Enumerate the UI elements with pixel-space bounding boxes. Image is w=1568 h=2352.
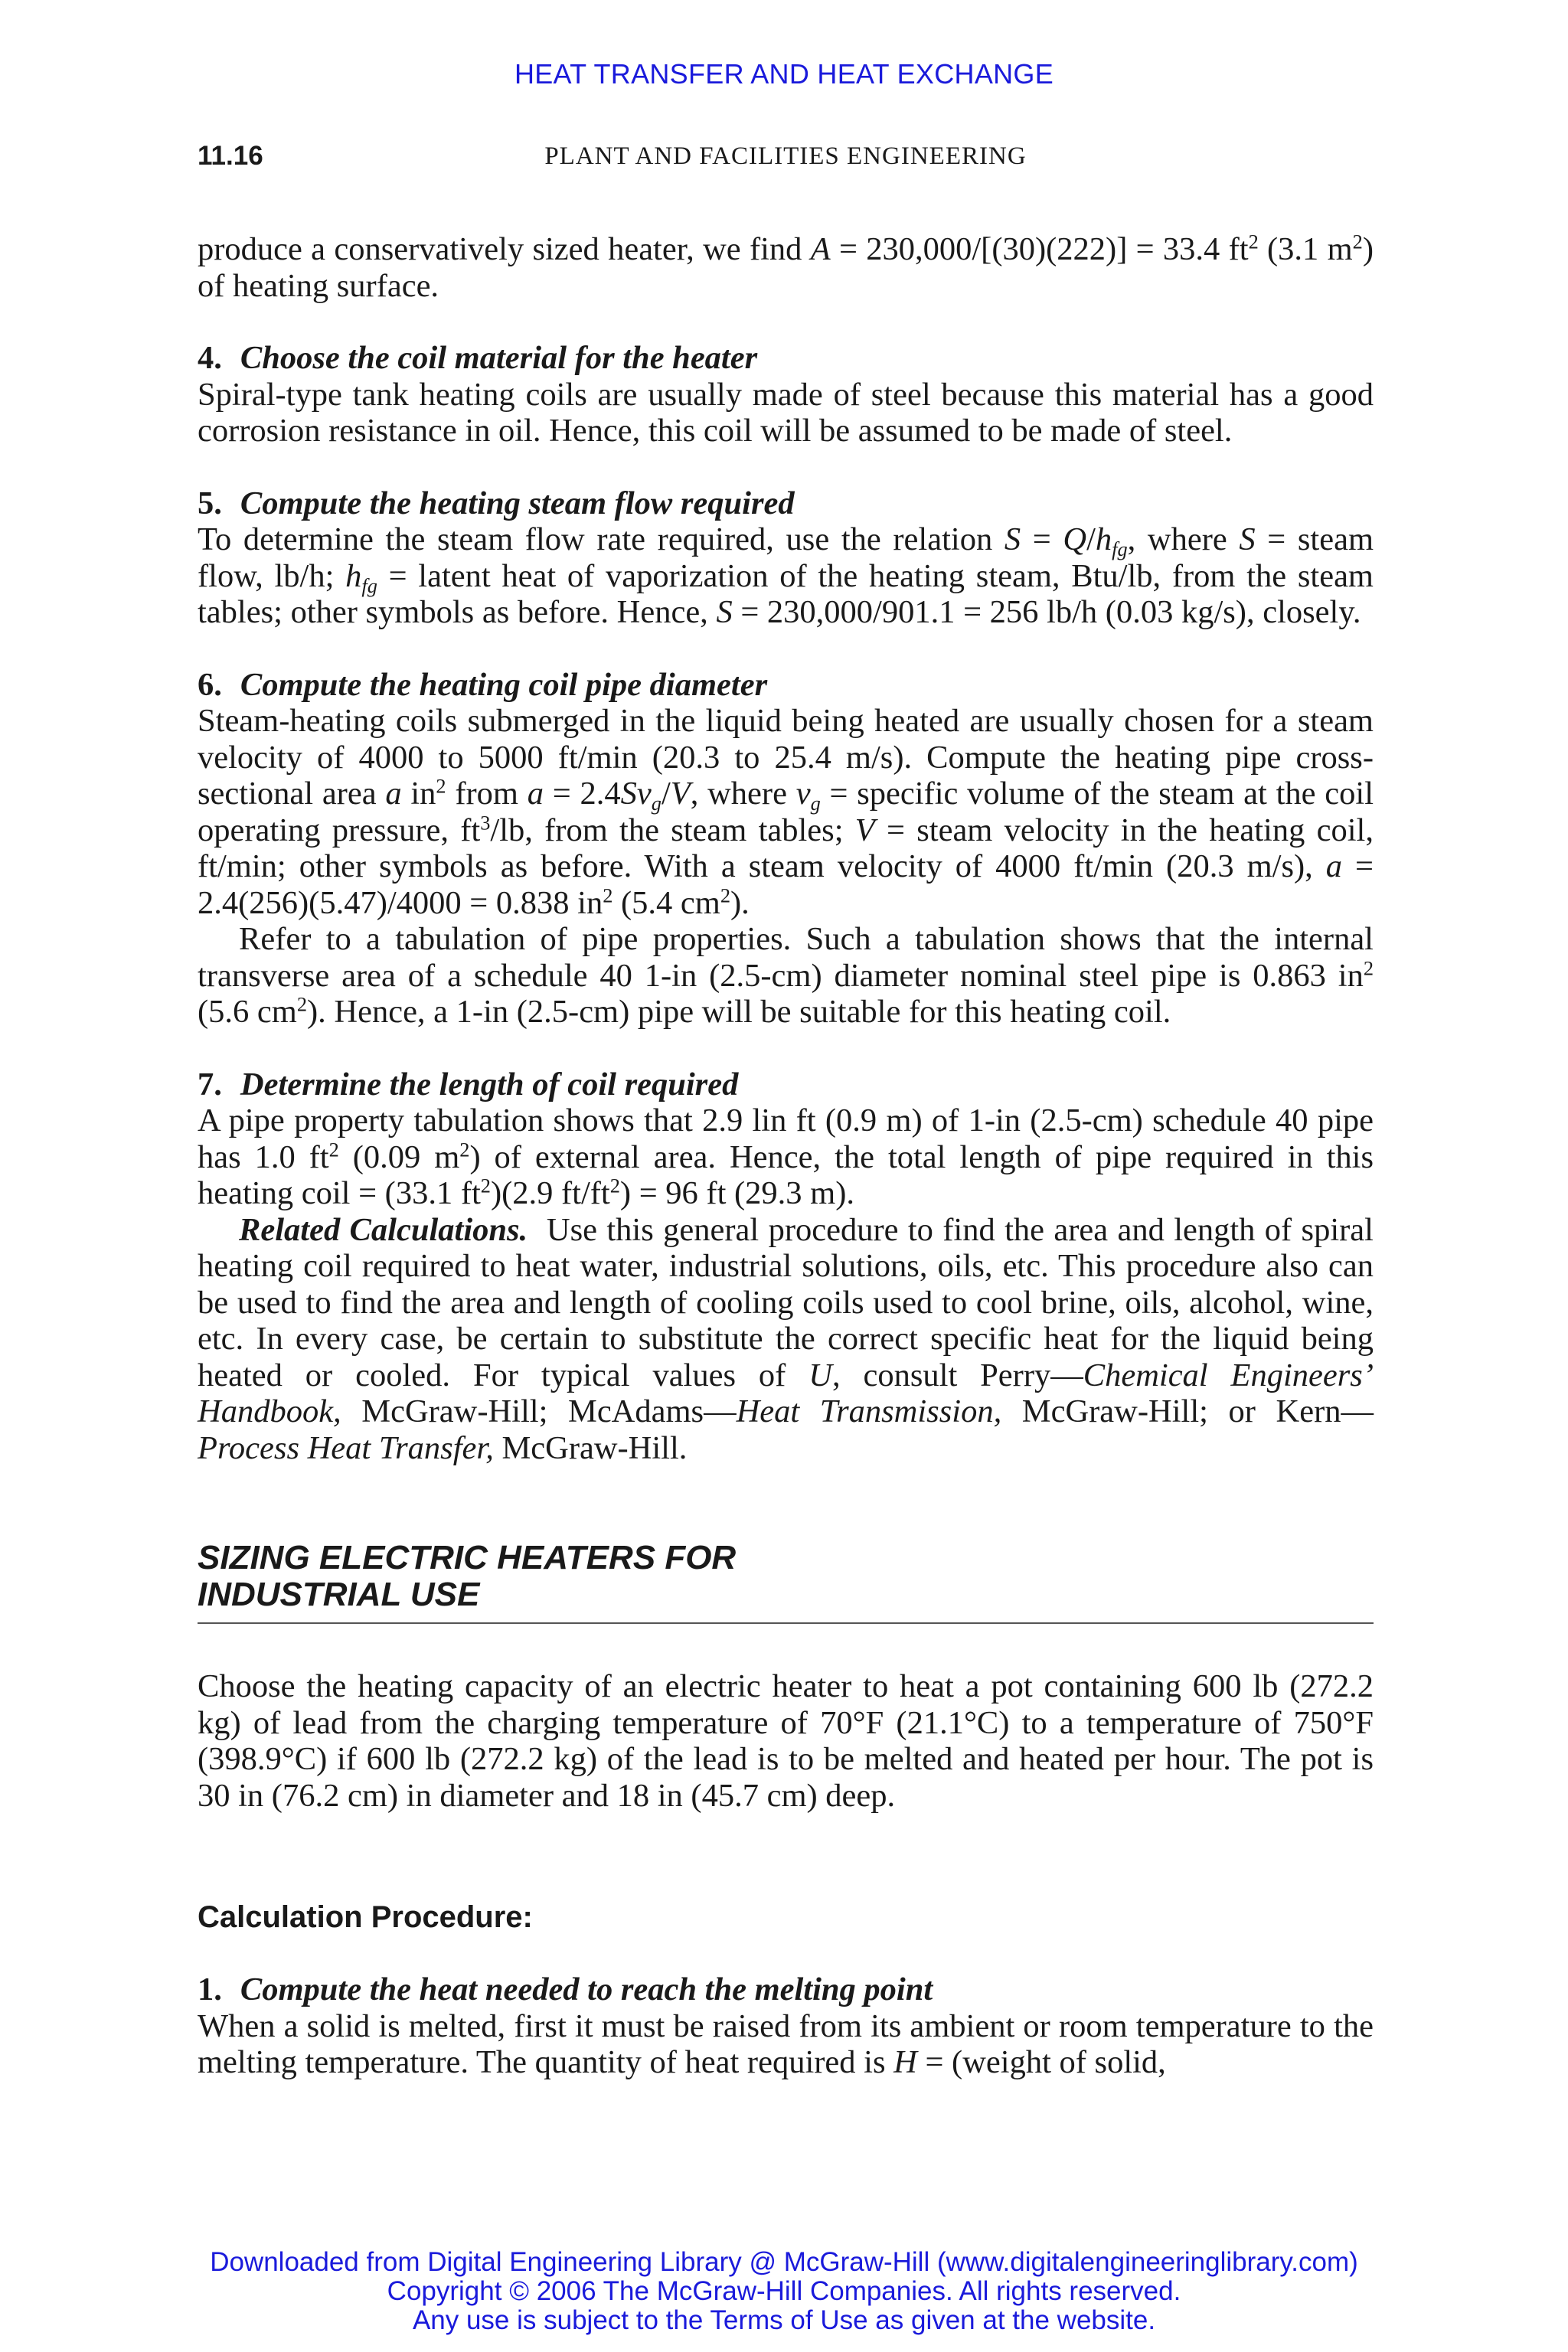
step-6-body-2: Refer to a tabulation of pipe properties. Such a tabulation shows that the internal transverse area of a schedule 40 1-in (2.5-cm) diameter nominal steel pipe is 0.863 $in^2$ (5.6 $cm^2$). Hence, a 1-in (2.5-cm) pipe will be suitable for this heating coil. <box>198 921 1374 1030</box>
step-7-body: A pipe property tabulation shows that 2.9 lin ft (0.9 m) of 1-in (2.5-cm) schedule 40 pipe has 1.0 $ft^2$ (0.09 $m^2$) of external area. Hence, the total length of pipe required in this heating coil = (33.1 $ft^2)(2.9$ $ft/ft^2) = 96$ ft (29.3 m). <box>198 1102 1374 1211</box>
footer-terms-line[interactable]: Any use is subject to the Terms of Use as given at the website. <box>412 2305 1156 2335</box>
intro-paragraph: produce a conservatively sized heater, we find A = 230,000/[(30)(222)] = 33.4 $ft^2$ (3.1 $m^2$) of heating surface. <box>198 230 1374 304</box>
step-5-body: To determine the steam flow rate required, use the relation $S = Q/h_{fg}$, where S = steam flow, lb/h; $h_{fg}$ = latent heat of vaporization of the heating steam, Btu/lb, from the steam tables; other symbols as before. Hence, S = 230,000/901.1 = 256 lb/h (0.03 kg/s), closely. <box>198 521 1374 630</box>
step-1-heading: 1. Compute the heat needed to reach the melting point <box>198 1971 933 2007</box>
step-1-body: When a solid is melted, first it must be raised from its ambient or room temperature to the melting temperature. The quantity of heat required is H = (weight of solid, <box>198 2007 1374 2080</box>
step-4-body: Spiral-type tank heating coils are usually made of steel because this material has a good corrosion resistance in oil. Hence, this coil will be assumed to be made of steel. <box>198 376 1374 449</box>
page-number: 11.16 <box>198 141 263 171</box>
step-7-heading: 7. Determine the length of coil required <box>198 1066 739 1102</box>
running-head <box>198 141 1374 175</box>
calculation-procedure-heading: Calculation Procedure: <box>198 1900 533 1934</box>
footer-notice[interactable] <box>0 2248 1568 2335</box>
problem-statement: Choose the heating capacity of an electric heater to heat a pot containing 600 lb (272.2 kg) of lead from the charging temperature of 70°F (21.1°C) to a temperature of 750°F (398.9°C) if 600 lb (272.2 kg) of the lead is to be melted and heated per hour. The pot is 30 in (76.2 cm) in diameter and 18 in (45.7 cm) deep. <box>198 1668 1374 1814</box>
section-title: SIZING ELECTRIC HEATERS FOR INDUSTRIAL USE <box>198 1540 1374 1624</box>
step-6-heading: 6. Compute the heating coil pipe diameter <box>198 666 768 703</box>
step-6-body: Steam-heating coils submerged in the liquid being heated are usually chosen for a steam velocity of 4000 to 5000 ft/min (20.3 to 25.4 m/s). Compute the heating pipe cross-sectional area a $in^2$ from $a = 2.4Sv_g/V$, where $v_g$ = specific volume of the steam at the coil operating pressure, $ft^3/lb$, from the steam tables; V = steam velocity in the heating coil, ft/min; other symbols as before. With a steam velocity of 4000 ft/min (20.3 m/s), a = 2.4(256)(5.47)/4000 = 0.838 $in^2$ (5.4 $cm^2$). <box>198 703 1374 921</box>
step-4-heading: 4. Choose the coil material for the heater <box>198 340 758 376</box>
related-calculations: Related Calculations. Use this general procedure to find the area and length of spiral heating coil required to heat water, industrial solutions, oils, etc. This procedure also can be used to find the area and length of cooling coils used to cool brine, oils, alcohol, wine, etc. In every case, be certain to substitute the correct specific heat for the liquid being heated or cooled. For typical values of U, consult Perry—Chemical Engineers’ Handbook, McGraw-Hill; McAdams—Heat Transmission, McGraw-Hill; or Kern—Process Heat Transfer, McGraw-Hill. <box>198 1211 1382 1466</box>
header-link[interactable]: HEAT TRANSFER AND HEAT EXCHANGE <box>514 58 1054 90</box>
book-title: PLANT AND FACILITIES ENGINEERING <box>544 142 1027 170</box>
footer-copyright-line: Copyright © 2006 The McGraw-Hill Companies. All rights reserved. <box>387 2276 1181 2306</box>
footer-download-line[interactable]: Downloaded from Digital Engineering Library @ McGraw-Hill (www.digitalengineeringlibrary.com) <box>210 2247 1358 2277</box>
page-body <box>198 230 1382 2081</box>
step-5-heading: 5. Compute the heating steam flow required <box>198 485 795 521</box>
